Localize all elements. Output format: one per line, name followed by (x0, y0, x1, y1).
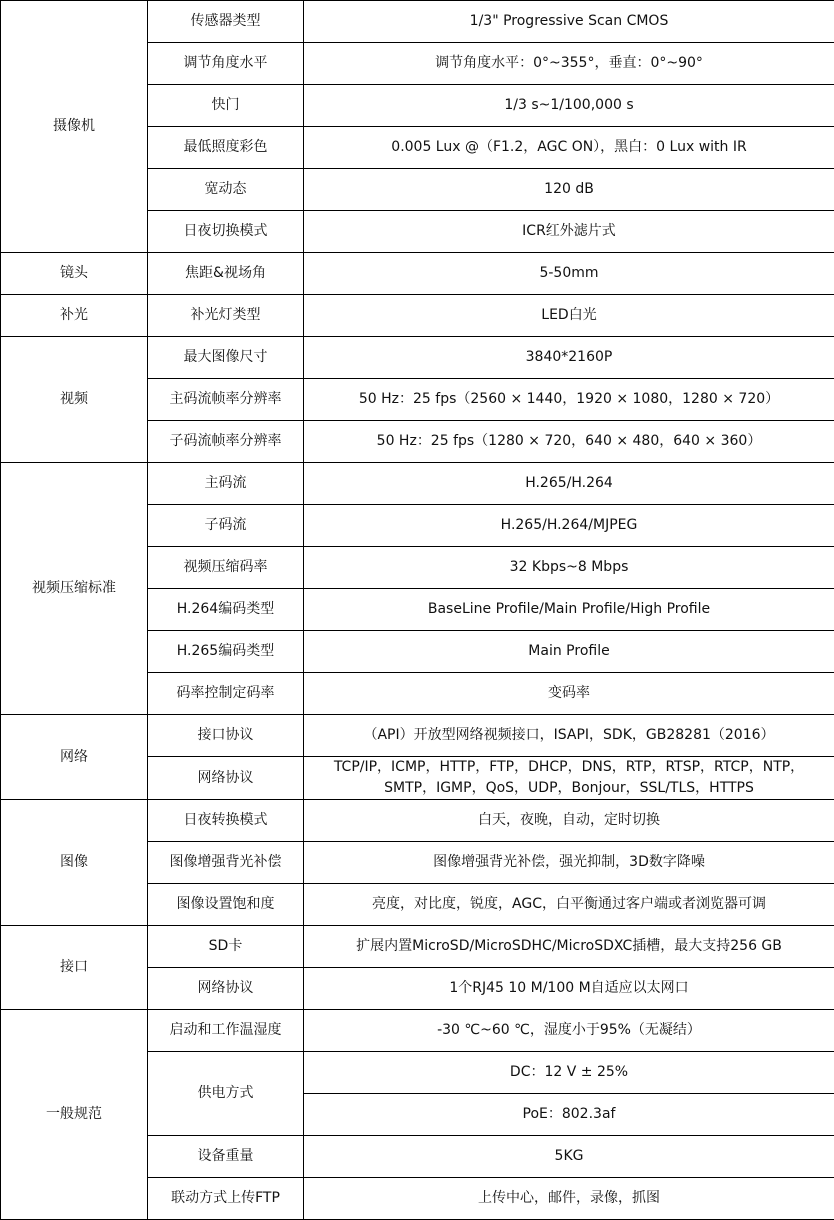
parameter-value-cell: 1/3" Progressive Scan CMOS (304, 1, 834, 43)
parameter-value-cell: 亮度，对比度，锐度，AGC，白平衡通过客户端或者浏览器可调 (304, 884, 834, 926)
parameter-value-cell: -30 ℃~60 ℃，湿度小于95%（无凝结） (304, 1010, 834, 1052)
parameter-name-cell: 最低照度彩色 (148, 127, 304, 169)
parameter-name-cell: 日夜转换模式 (148, 800, 304, 842)
category-cell: 补光 (1, 295, 148, 337)
category-cell: 网络 (1, 715, 148, 800)
category-cell: 接口 (1, 926, 148, 1010)
parameter-value-cell: 32 Kbps~8 Mbps (304, 547, 834, 589)
parameter-value-cell: 50 Hz：25 fps（2560 × 1440，1920 × 1080，1280 × 720） (304, 379, 834, 421)
parameter-name-cell: 图像增强背光补偿 (148, 842, 304, 884)
category-cell: 图像 (1, 800, 148, 926)
parameter-value-cell: H.265/H.264/MJPEG (304, 505, 834, 547)
parameter-value-cell: H.265/H.264 (304, 463, 834, 505)
parameter-value-cell: LED白光 (304, 295, 834, 337)
spec-row (1, 1, 834, 43)
parameter-name-cell: 网络协议 (148, 968, 304, 1010)
parameter-name-cell: 日夜切换模式 (148, 211, 304, 253)
parameter-value-cell: 0.005 Lux @（F1.2，AGC ON），黑白：0 Lux with IR (304, 127, 834, 169)
spec-row (1, 253, 834, 295)
spec-row (1, 926, 834, 968)
spec-row (1, 715, 834, 757)
parameter-value-cell: 白天，夜晚，自动，定时切换 (304, 800, 834, 842)
parameter-value-cell: 图像增强背光补偿，强光抑制，3D数字降噪 (304, 842, 834, 884)
category-cell: 视频 (1, 337, 148, 463)
parameter-name-cell: 子码流帧率分辨率 (148, 421, 304, 463)
parameter-name-cell: SD卡 (148, 926, 304, 968)
parameter-value-cell: TCP/IP，ICMP，HTTP，FTP，DHCP，DNS，RTP，RTSP，RTCP，NTP，SMTP，IGMP，QoS，UDP，Bonjour，SSL/TLS，HTTPS (304, 757, 834, 800)
spec-row (1, 800, 834, 842)
spec-row (1, 1010, 834, 1052)
parameter-value-cell: 变码率 (304, 673, 834, 715)
parameter-value-cell: 1/3 s~1/100,000 s (304, 85, 834, 127)
parameter-name-cell: 视频压缩码率 (148, 547, 304, 589)
spec-row (1, 463, 834, 505)
category-cell: 摄像机 (1, 1, 148, 253)
category-cell: 一般规范 (1, 1010, 148, 1220)
parameter-value-cell: 5-50mm (304, 253, 834, 295)
parameter-name-cell: H.265编码类型 (148, 631, 304, 673)
parameter-name-cell: 码率控制定码率 (148, 673, 304, 715)
parameter-name-cell: 主码流帧率分辨率 (148, 379, 304, 421)
parameter-name-cell: 供电方式 (148, 1052, 304, 1136)
parameter-name-cell: 接口协议 (148, 715, 304, 757)
parameter-name-cell: 子码流 (148, 505, 304, 547)
spec-row (1, 337, 834, 379)
parameter-value-cell: （API）开放型网络视频接口，ISAPI，SDK，GB28281（2016） (304, 715, 834, 757)
parameter-value-cell: 调节角度水平：0°~355°，垂直：0°~90° (304, 43, 834, 85)
parameter-name-cell: 主码流 (148, 463, 304, 505)
parameter-name-cell: 设备重量 (148, 1136, 304, 1178)
category-cell: 视频压缩标准 (1, 463, 148, 715)
parameter-value-cell: ICR红外滤片式 (304, 211, 834, 253)
parameter-name-cell: 宽动态 (148, 169, 304, 211)
parameter-name-cell: 联动方式上传FTP (148, 1178, 304, 1220)
parameter-name-cell: 最大图像尺寸 (148, 337, 304, 379)
parameter-value-cell: 50 Hz：25 fps（1280 × 720，640 × 480，640 × 360） (304, 421, 834, 463)
spec-row (1, 295, 834, 337)
parameter-name-cell: 快门 (148, 85, 304, 127)
parameter-value-cell: 1个RJ45 10 M/100 M自适应以太网口 (304, 968, 834, 1010)
parameter-name-cell: 调节角度水平 (148, 43, 304, 85)
parameter-name-cell: 传感器类型 (148, 1, 304, 43)
spec-table-body (1, 1, 834, 1220)
parameter-name-cell: 图像设置饱和度 (148, 884, 304, 926)
parameter-value-cell: PoE：802.3af (304, 1094, 834, 1136)
parameter-value-cell: 扩展内置MicroSD/MicroSDHC/MicroSDXC插槽，最大支持256 GB (304, 926, 834, 968)
parameter-value-cell: 120 dB (304, 169, 834, 211)
parameter-name-cell: 补光灯类型 (148, 295, 304, 337)
parameter-name-cell: 网络协议 (148, 757, 304, 800)
parameter-value-cell: 上传中心，邮件，录像，抓图 (304, 1178, 834, 1220)
parameter-value-cell: BaseLine Profile/Main Profile/High Profile (304, 589, 834, 631)
category-cell: 镜头 (1, 253, 148, 295)
parameter-value-cell: DC：12 V ± 25% (304, 1052, 834, 1094)
parameter-name-cell: 启动和工作温湿度 (148, 1010, 304, 1052)
parameter-name-cell: 焦距&视场角 (148, 253, 304, 295)
parameter-value-cell: Main Profile (304, 631, 834, 673)
parameter-value-cell: 3840*2160P (304, 337, 834, 379)
parameter-name-cell: H.264编码类型 (148, 589, 304, 631)
parameter-value-cell: 5KG (304, 1136, 834, 1178)
